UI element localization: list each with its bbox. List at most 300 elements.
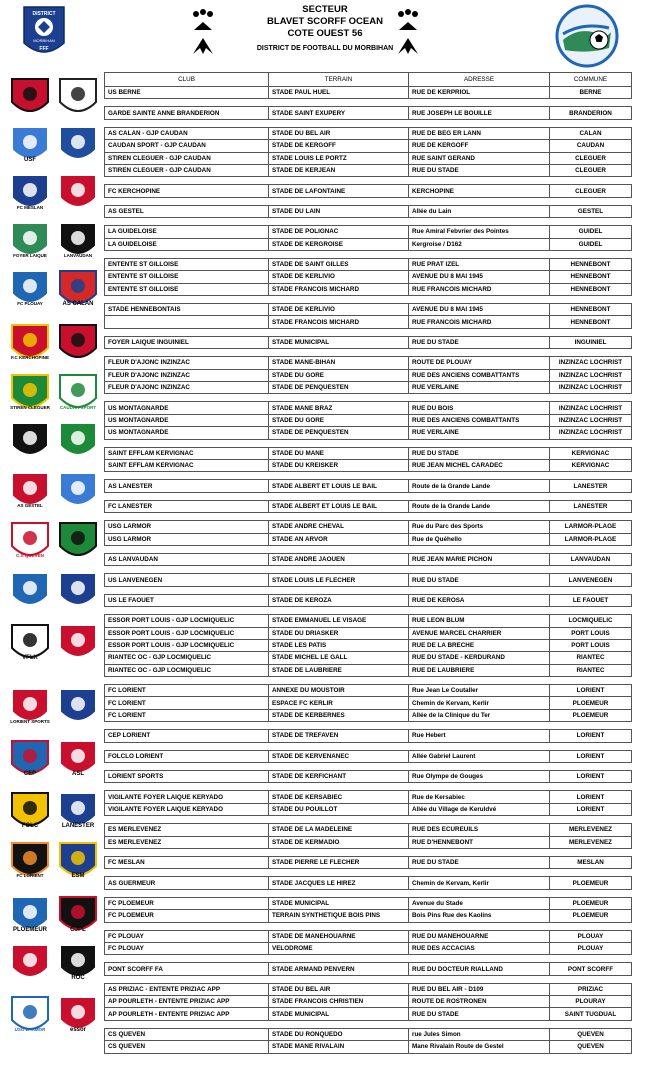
spacer-cell (105, 1020, 269, 1028)
club-logo (56, 686, 100, 730)
adresse-cell: RUE DU STADE (409, 856, 550, 868)
adresse-cell: RUE DE LA BRECHE (409, 639, 550, 651)
terrain-cell: STADE DU LAIN (269, 205, 409, 217)
spacer-cell (409, 119, 550, 127)
spacer-cell (269, 328, 409, 336)
terrain-cell: VELODROME (269, 942, 409, 954)
commune-cell: LORIENT (550, 771, 632, 783)
commune-cell: PORT LOUIS (550, 627, 632, 639)
adresse-cell: RUE DE LAUBRIERE (409, 664, 550, 676)
shield-icon (8, 420, 52, 464)
text-icon (8, 622, 52, 666)
logo-district-text: DISTRICT (32, 11, 56, 17)
terrain-cell: STADE LOUIS LE PORTZ (269, 152, 409, 164)
commune-cell: CLEGUER (550, 152, 632, 164)
text-icon (56, 942, 100, 986)
table-row (105, 107, 632, 119)
commune-cell: LORIENT (550, 803, 632, 815)
spacer-cell (105, 566, 269, 574)
terrain-cell: STADE DU BEL AIR (269, 127, 409, 139)
group-spacer (105, 889, 632, 897)
club-logo (56, 622, 100, 666)
spacer-cell (105, 394, 269, 402)
club-stadium-table (104, 72, 632, 1054)
spacer-cell (105, 296, 269, 304)
table-row (105, 771, 632, 783)
spacer-cell (409, 197, 550, 205)
terrain-cell: STADE PAUL HUEL (269, 87, 409, 99)
shield-icon (56, 470, 100, 514)
commune-cell: HENNEBONT (550, 304, 632, 316)
table-row (105, 336, 632, 348)
table-row (105, 910, 632, 922)
commune-cell: LORIENT (550, 791, 632, 803)
commune-cell: PLOUAY (550, 942, 632, 954)
terrain-cell: STADE DU GORE (269, 369, 409, 381)
commune-cell: QUEVEN (550, 1028, 632, 1040)
column-header-commune: COMMUNE (550, 73, 632, 87)
spacer-cell (409, 250, 550, 258)
club-cell: US LANVENEGEN (105, 574, 269, 586)
table-row (105, 521, 632, 533)
adresse-cell: RUE DES ECUREUILS (409, 824, 550, 836)
spacer-cell (550, 742, 632, 750)
spacer-cell (550, 472, 632, 480)
spacer-cell (105, 349, 269, 357)
title-sector-name: BLAVET SCORFF OCEAN (267, 16, 383, 27)
commune-cell: RIANTEC (550, 652, 632, 664)
column-header-terrain: TERRAIN (269, 73, 409, 87)
group-spacer (105, 328, 632, 336)
spacer-cell (269, 99, 409, 107)
stripes-icon (8, 570, 52, 614)
adresse-cell: Allée Gabriel Laurent (409, 750, 550, 762)
spacer-cell (550, 545, 632, 553)
ball-icon (8, 790, 52, 834)
spacer-cell (550, 677, 632, 685)
commune-cell: PLOEMEUR (550, 910, 632, 922)
club-cell: US MONTAGNARDE (105, 427, 269, 439)
club-cell: FC MESLAN (105, 856, 269, 868)
logo-morbihan-text: MORBIHAN (33, 38, 55, 43)
group-spacer (105, 869, 632, 877)
terrain-cell: STADE PIERRE LE FLECHER (269, 856, 409, 868)
text-icon (56, 994, 100, 1038)
commune-cell: HENNEBONT (550, 316, 632, 328)
star-icon (56, 840, 100, 884)
terrain-cell: STADE ANDRE JAOUEN (269, 553, 409, 565)
spacer-cell (550, 513, 632, 521)
spacer-cell (269, 218, 409, 226)
group-spacer (105, 975, 632, 983)
spacer-cell (269, 296, 409, 304)
group-spacer (105, 119, 632, 127)
adresse-cell: RUE DU DOCTEUR RIALLAND (409, 963, 550, 975)
commune-cell: PLOEMEUR (550, 897, 632, 909)
club-cell: FC LORIENT (105, 709, 269, 721)
adresse-cell: RUE VERLAINE (409, 382, 550, 394)
spacer-cell (409, 566, 550, 574)
adresse-cell: Kergroise / D162 (409, 238, 550, 250)
shield-icon (56, 622, 100, 666)
table-row (105, 316, 632, 328)
club-logo-label: FOYER LAIQUE (13, 253, 47, 258)
club-cell: CAUDAN SPORT - GJP CAUDAN (105, 140, 269, 152)
table-row (105, 856, 632, 868)
club-logo-label: PLOEMEUR (12, 927, 48, 933)
spacer-cell (550, 722, 632, 730)
spacer-cell (105, 742, 269, 750)
star-icon (56, 322, 100, 366)
club-logo (56, 570, 100, 614)
adresse-cell: Bois Pins Rue des Kaolins (409, 910, 550, 922)
spacer-cell (269, 250, 409, 258)
club-cell: AS LANESTER (105, 480, 269, 492)
shield-icon (56, 124, 100, 168)
table-row (105, 382, 632, 394)
table-row (105, 664, 632, 676)
spacer-cell (269, 1020, 409, 1028)
commune-cell: HENNEBONT (550, 283, 632, 295)
group-spacer (105, 586, 632, 594)
adresse-cell: RUE FRANCOIS MICHARD (409, 316, 550, 328)
column-header-adresse: ADRESSE (409, 73, 550, 87)
spacer-cell (550, 394, 632, 402)
commune-cell: HENNEBONT (550, 271, 632, 283)
table-row (105, 942, 632, 954)
shield-icon (8, 124, 52, 168)
terrain-cell: STADE DE KERSABIEC (269, 791, 409, 803)
terrain-cell: STADE DE TREFAVEN (269, 730, 409, 742)
deer-icon (56, 172, 100, 216)
club-logo-label: AS CALAN (62, 301, 94, 307)
club-logo-label: VFLK (22, 655, 38, 661)
map-icon (8, 220, 52, 264)
group-spacer (105, 742, 632, 750)
group-spacer (105, 492, 632, 500)
commune-cell: PONT SCORFF (550, 963, 632, 975)
spacer-cell (269, 472, 409, 480)
district-morbihan-logo (20, 3, 68, 63)
spacer-cell (409, 922, 550, 930)
spacer-cell (409, 492, 550, 500)
group-spacer (105, 783, 632, 791)
group-spacer (105, 197, 632, 205)
club-logo-label: FC PLOUAY (17, 301, 43, 306)
club-cell: ENTENTE ST GILLOISE (105, 271, 269, 283)
spacer-cell (105, 250, 269, 258)
club-cell: VIGILANTE FOYER LAIQUE KERYADO (105, 803, 269, 815)
adresse-cell: Rue Jean Le Coutaller (409, 685, 550, 697)
spacer-cell (550, 250, 632, 258)
group-spacer (105, 566, 632, 574)
title-district: DISTRICT DE FOOTBALL DU MORBIHAN (256, 45, 394, 52)
club-logo (56, 994, 100, 1038)
adresse-cell: Avenue du Stade (409, 897, 550, 909)
commune-cell: RIANTEC (550, 664, 632, 676)
commune-cell: CALAN (550, 127, 632, 139)
terrain-cell: STADE DE SAINT GILLES (269, 258, 409, 270)
commune-cell: INZINZAC LOCHRIST (550, 414, 632, 426)
adresse-cell: RUE JEAN MICHEL CARADEC (409, 459, 550, 471)
spacer-cell (409, 218, 550, 226)
group-spacer (105, 955, 632, 963)
spacer-cell (105, 848, 269, 856)
terrain-cell: STADE DU POUILLOT (269, 803, 409, 815)
adresse-cell: RUE LEON BLUM (409, 615, 550, 627)
spacer-cell (105, 472, 269, 480)
club-logo (56, 172, 100, 216)
spacer-cell (409, 472, 550, 480)
club-cell: VIGILANTE FOYER LAIQUE KERYADO (105, 791, 269, 803)
adresse-cell: KERCHOPINE (409, 185, 550, 197)
club-cell: AS LANVAUDAN (105, 553, 269, 565)
terrain-cell: STADE ANDRE CHEVAL (269, 521, 409, 533)
club-logo (56, 322, 100, 366)
adresse-cell: Allée de la Clinique du Ter (409, 709, 550, 721)
table-row (105, 709, 632, 721)
adresse-cell: RUE JOSEPH LE BOUILLE (409, 107, 550, 119)
spacer-cell (269, 869, 409, 877)
club-logo (8, 322, 52, 366)
commune-cell: PLOURAY (550, 996, 632, 1008)
club-cell: US BERNE (105, 87, 269, 99)
adresse-cell: RUE DU STADE - KERDURAND (409, 652, 550, 664)
table-row (105, 1041, 632, 1053)
table-row (105, 685, 632, 697)
terrain-cell: STADE DE KERLIVIO (269, 271, 409, 283)
brittany-ball-logo (549, 4, 625, 68)
commune-cell: BERNE (550, 87, 632, 99)
table-row (105, 996, 632, 1008)
club-logo (56, 942, 100, 986)
adresse-cell: RUE PRAT IZEL (409, 258, 550, 270)
spacer-cell (269, 394, 409, 402)
terrain-cell: STADE AN ARVOR (269, 533, 409, 545)
spacer-cell (269, 816, 409, 824)
spacer-cell (269, 742, 409, 750)
spacer-cell (105, 513, 269, 521)
spacer-cell (409, 513, 550, 521)
adresse-cell: RUE DU BEL AIR - D109 (409, 983, 550, 995)
adresse-cell: Rue Hebert (409, 730, 550, 742)
adresse-cell: Rue Amiral Febvrier des Pointes (409, 226, 550, 238)
terrain-cell: STADE DE KERGROISE (269, 238, 409, 250)
club-cell: FLEUR D'AJONC INZINZAC (105, 357, 269, 369)
shield-icon (8, 322, 52, 366)
commune-cell: INZINZAC LOCHRIST (550, 357, 632, 369)
table-row (105, 1028, 632, 1040)
commune-cell: MERLEVENEZ (550, 836, 632, 848)
terrain-cell: STADE FRANCOIS MICHARD (269, 316, 409, 328)
spacer-cell (409, 394, 550, 402)
table-row (105, 283, 632, 295)
table-row (105, 983, 632, 995)
commune-cell: PLOEMEUR (550, 877, 632, 889)
table-row (105, 1008, 632, 1020)
title-region: COTE OUEST 56 (287, 28, 363, 39)
club-cell: AS GUERMEUR (105, 877, 269, 889)
ball-icon (56, 790, 100, 834)
club-cell: ESSOR PORT LOUIS - GJP LOCMIQUELIC (105, 627, 269, 639)
club-logo (8, 124, 52, 168)
terrain-cell: STADE DE POLIGNAC (269, 226, 409, 238)
group-spacer (105, 545, 632, 553)
terrain-cell: STADE ARMAND PENVERN (269, 963, 409, 975)
club-cell: ES MERLEVENEZ (105, 824, 269, 836)
club-cell: ES MERLEVENEZ (105, 836, 269, 848)
spacer-cell (269, 439, 409, 447)
table-row (105, 500, 632, 512)
spacer-cell (105, 763, 269, 771)
table-row (105, 205, 632, 217)
terrain-cell: STADE FRANCOIS CHRISTIEN (269, 996, 409, 1008)
club-logo (8, 790, 52, 834)
club-logo (8, 942, 52, 986)
spacer-cell (409, 783, 550, 791)
commune-cell: INZINZAC LOCHRIST (550, 402, 632, 414)
group-spacer (105, 607, 632, 615)
club-logo-label: FC MESLAN (16, 205, 44, 210)
table-row (105, 574, 632, 586)
commune-cell: KERVIGNAC (550, 459, 632, 471)
spacer-cell (550, 763, 632, 771)
terrain-cell: STADE LOUIS LE FLECHER (269, 574, 409, 586)
spacer-cell (409, 869, 550, 877)
spacer-cell (550, 586, 632, 594)
spacer-cell (105, 99, 269, 107)
table-row (105, 627, 632, 639)
club-logo (8, 76, 52, 120)
club-cell: ESSOR PORT LOUIS - GJP LOCMIQUELIC (105, 615, 269, 627)
spacer-cell (269, 722, 409, 730)
table-row (105, 480, 632, 492)
club-logo-label: F.C KERCHOPINE (10, 355, 50, 360)
adresse-cell: Rue de Kersabiec (409, 791, 550, 803)
club-logo (56, 790, 100, 834)
table-row (105, 414, 632, 426)
spacer-cell (105, 177, 269, 185)
club-logo (8, 220, 52, 264)
club-logo (8, 738, 52, 782)
club-cell: US MONTAGNARDE (105, 402, 269, 414)
commune-cell: HENNEBONT (550, 258, 632, 270)
spacer-cell (105, 722, 269, 730)
spacer-cell (409, 889, 550, 897)
adresse-cell: RUE DES ANCIENS COMBATTANTS (409, 369, 550, 381)
spacer-cell (550, 869, 632, 877)
club-cell: CEP LORIENT (105, 730, 269, 742)
club-cell: RIANTEC OC - GJP LOCMIQUELIC (105, 652, 269, 664)
ball-icon (8, 268, 52, 312)
commune-cell: INZINZAC LOCHRIST (550, 427, 632, 439)
table-row (105, 164, 632, 176)
spacer-cell (269, 677, 409, 685)
spacer-cell (269, 492, 409, 500)
terrain-cell: STADE MUNICIPAL (269, 897, 409, 909)
spacer-cell (269, 349, 409, 357)
table-row (105, 447, 632, 459)
commune-cell: LANESTER (550, 500, 632, 512)
adresse-cell: Rue de Quéhello (409, 533, 550, 545)
table-row (105, 185, 632, 197)
adresse-cell: Route de la Grande Lande (409, 480, 550, 492)
spacer-cell (269, 783, 409, 791)
commune-cell: INGUINIEL (550, 336, 632, 348)
commune-cell: INZINZAC LOCHRIST (550, 382, 632, 394)
adresse-cell: RUE DU STADE (409, 1008, 550, 1020)
club-logo (56, 220, 100, 264)
club-cell: SAINT EFFLAM KERVIGNAC (105, 447, 269, 459)
title-block (180, 4, 470, 55)
commune-cell: CLEGUER (550, 185, 632, 197)
spacer-cell (105, 975, 269, 983)
adresse-cell: Allée du Village de Keruldvé (409, 803, 550, 815)
spacer-cell (550, 328, 632, 336)
club-cell: RIANTEC OC - GJP LOCMIQUELIC (105, 664, 269, 676)
text-icon (8, 520, 52, 564)
club-logo (56, 420, 100, 464)
club-logo (56, 76, 100, 120)
column-header-club: CLUB (105, 73, 269, 87)
ball-icon (56, 520, 100, 564)
terrain-cell: ANNEXE DU MOUSTOIR (269, 685, 409, 697)
club-logo (8, 570, 52, 614)
club-cell: AP POURLETH - ENTENTE PRIZIAC APP (105, 1008, 269, 1020)
club-cell: FOLCLO LORIENT (105, 750, 269, 762)
ball-icon (8, 686, 52, 730)
group-spacer (105, 250, 632, 258)
spacer-cell (269, 119, 409, 127)
commune-cell: INZINZAC LOCHRIST (550, 369, 632, 381)
club-cell: AP POURLETH - ENTENTE PRIZIAC APP (105, 996, 269, 1008)
table-row (105, 803, 632, 815)
adresse-cell: RUE FRANCOIS MICHARD (409, 283, 550, 295)
club-cell: FC LORIENT (105, 697, 269, 709)
commune-cell: LANVAUDAN (550, 553, 632, 565)
spacer-cell (105, 545, 269, 553)
table-row (105, 594, 632, 606)
terrain-cell: STADE DE PENQUESTEN (269, 427, 409, 439)
table-row (105, 639, 632, 651)
club-logo-label: STIREN CLEGUER (10, 405, 50, 410)
adresse-cell: RUE DE BEG ER LANN (409, 127, 550, 139)
terrain-cell: STADE DE KERLIVIO (269, 304, 409, 316)
club-logo-label: LORIENT SPORTS (10, 719, 50, 724)
commune-cell: LORIENT (550, 730, 632, 742)
spacer-cell (550, 349, 632, 357)
club-logo (56, 894, 100, 938)
group-spacer (105, 439, 632, 447)
spacer-cell (409, 975, 550, 983)
spacer-cell (409, 349, 550, 357)
shield-icon (8, 470, 52, 514)
club-cell: FOYER LAIQUE INGUINIEL (105, 336, 269, 348)
spacer-cell (550, 218, 632, 226)
commune-cell: QUEVEN (550, 1041, 632, 1053)
spacer-cell (409, 1020, 550, 1028)
group-spacer (105, 1020, 632, 1028)
club-logo (56, 470, 100, 514)
spacer-cell (409, 848, 550, 856)
table-row (105, 897, 632, 909)
ball-icon (56, 570, 100, 614)
club-logo (8, 622, 52, 666)
commune-cell: CAUDAN (550, 140, 632, 152)
club-cell: LORIENT SPORTS (105, 771, 269, 783)
terrain-cell: STADE MANE RIVALAIN (269, 1041, 409, 1053)
star-icon (8, 372, 52, 416)
